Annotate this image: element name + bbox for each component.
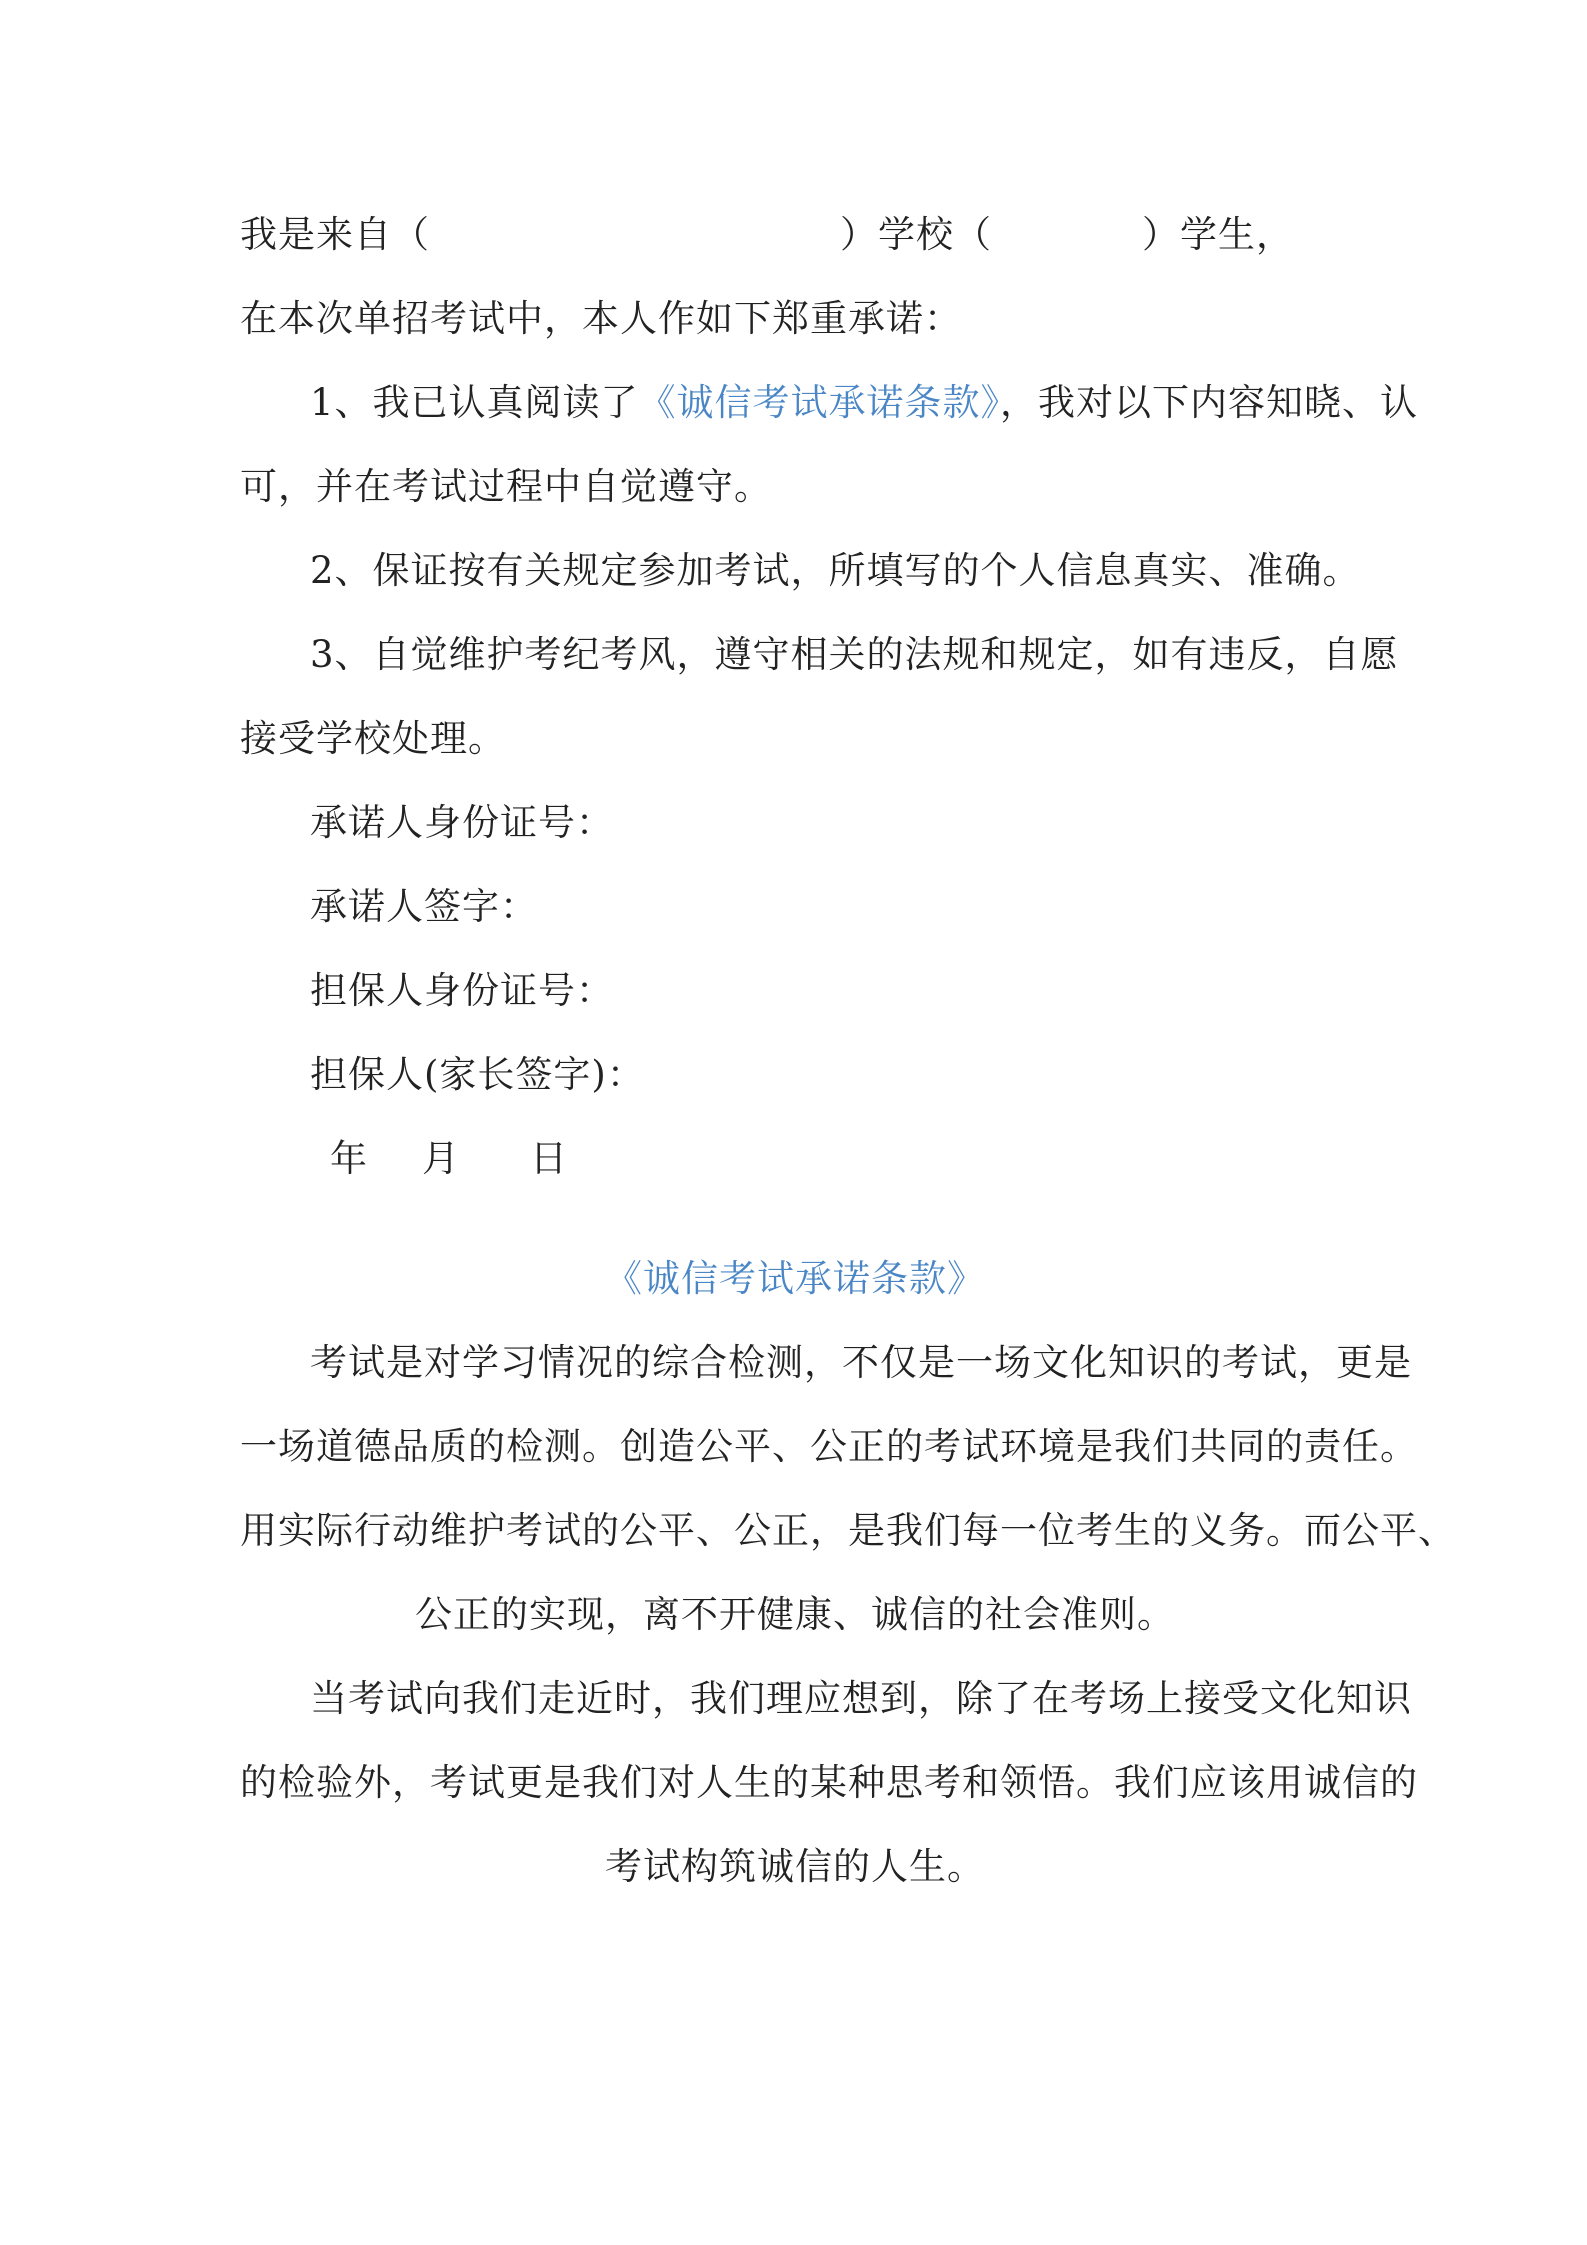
pledge-item-3: 3、自觉维护考纪考风，遵守相关的法规和规定，如有违反，自愿 xyxy=(310,633,1399,676)
terms-p1-line2: 一场道德品质的检测。创造公平、公正的考试环境是我们共同的责任。 xyxy=(240,1425,1418,1468)
item1-suffix: ，我对以下内容知晓、认 xyxy=(1000,381,1419,424)
guarantor-id-field: 担保人身份证号： xyxy=(310,969,614,1012)
school-middle: ）学校（ xyxy=(840,213,992,256)
pledge-item-3-cont: 接受学校处理。 xyxy=(240,717,506,760)
date-month: 月 xyxy=(422,1137,460,1180)
pledge-intro: 在本次单招考试中，本人作如下郑重承诺： xyxy=(240,297,962,340)
terms-title: 《诚信考试承诺条款》 xyxy=(605,1257,985,1300)
terms-p2-line2: 的检验外，考试更是我们对人生的某种思考和领悟。我们应该用诚信的 xyxy=(240,1761,1418,1804)
terms-p2-line3: 考试构筑诚信的人生。 xyxy=(605,1845,985,1888)
date-year: 年 xyxy=(330,1137,368,1180)
pledger-sign-field: 承诺人签字： xyxy=(310,885,538,928)
terms-link[interactable]: 《诚信考试承诺条款》 xyxy=(638,381,1001,424)
terms-p1-line1: 考试是对学习情况的综合检测，不仅是一场文化知识的考试，更是 xyxy=(310,1341,1412,1384)
terms-p1-line3: 用实际行动维护考试的公平、公正，是我们每一位考生的义务。而公平、 xyxy=(240,1509,1456,1552)
terms-p1-line4: 公正的实现，离不开健康、诚信的社会准则。 xyxy=(415,1593,1175,1636)
school-line xyxy=(240,210,1350,260)
pledge-item-1-cont: 可，并在考试过程中自觉遵守。 xyxy=(240,465,772,508)
school-prefix: 我是来自（ xyxy=(240,213,430,256)
pledger-id-field: 承诺人身份证号： xyxy=(310,801,614,844)
terms-p2-line1: 当考试向我们走近时，我们理应想到，除了在考场上接受文化知识 xyxy=(310,1677,1412,1720)
student-suffix: ）学生， xyxy=(1142,213,1294,256)
pledge-item-2: 2、保证按有关规定参加考试，所填写的个人信息真实、准确。 xyxy=(310,549,1361,592)
guarantor-sign-field: 担保人(家长签字)： xyxy=(310,1053,645,1096)
pledge-item-1 xyxy=(310,378,1419,428)
date-day: 日 xyxy=(530,1137,568,1180)
item1-prefix: 1、我已认真阅读了 xyxy=(310,381,639,424)
